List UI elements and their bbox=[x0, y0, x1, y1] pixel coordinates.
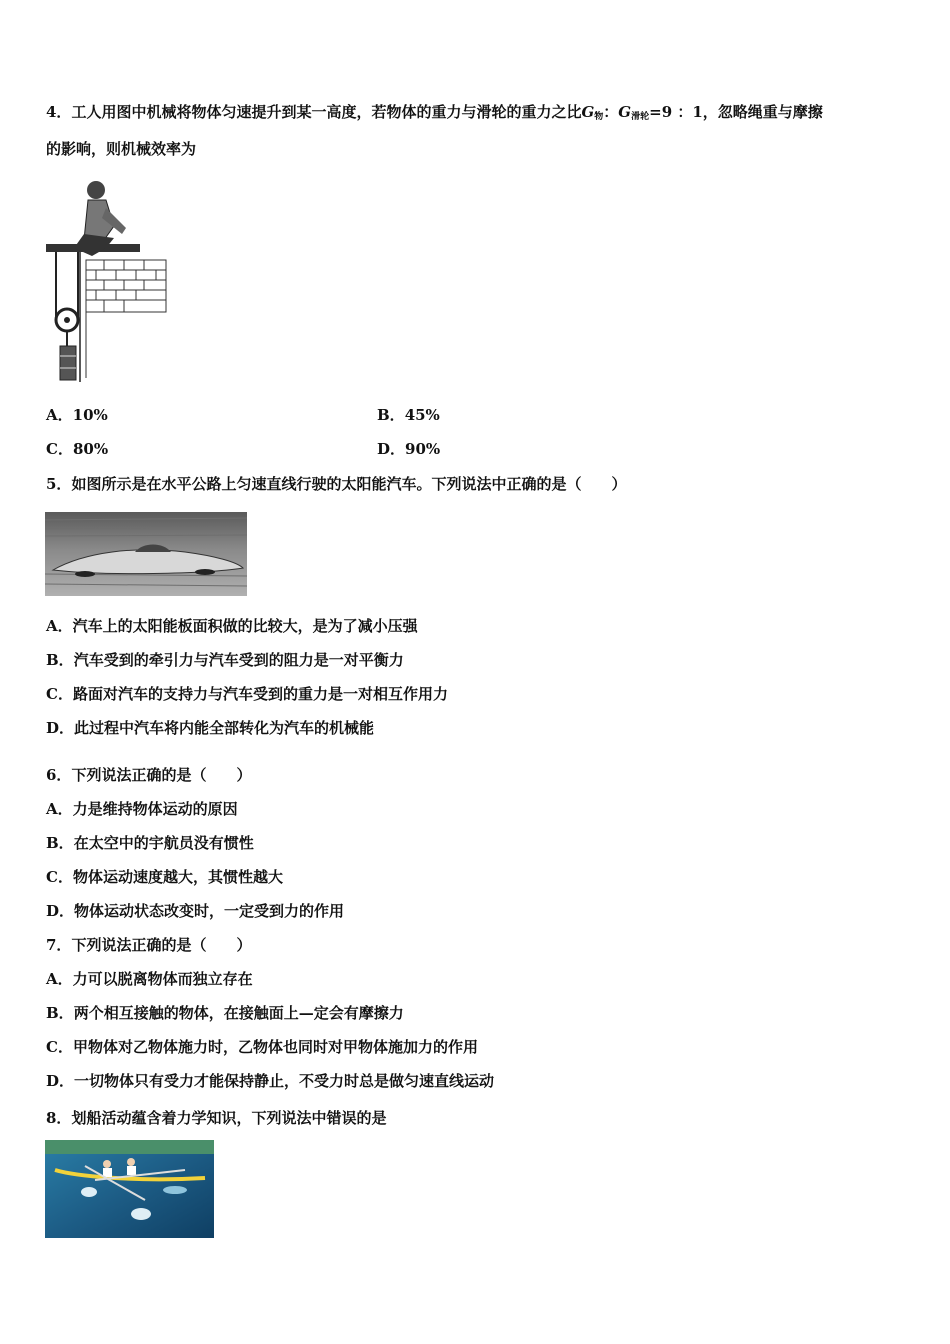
option-4a[interactable] bbox=[46, 405, 108, 425]
option-text: 10% bbox=[72, 406, 108, 424]
option-label: D． bbox=[377, 440, 406, 458]
option-text: 力是维持物体运动的原因 bbox=[72, 800, 238, 818]
option-6b[interactable] bbox=[46, 833, 254, 853]
g-subscript-object: 物 bbox=[594, 112, 604, 122]
option-label: A． bbox=[46, 800, 73, 818]
question-text: 划船活动蕴含着力学知识，下列说法中错误的是 bbox=[71, 1109, 387, 1127]
option-label: C． bbox=[46, 868, 73, 886]
question-number: 6． bbox=[46, 766, 72, 784]
option-text: 物体运动状态改变时，一定受到力的作用 bbox=[74, 902, 345, 920]
option-4b[interactable] bbox=[377, 405, 440, 425]
option-label: C． bbox=[46, 685, 73, 703]
question-number: 8． bbox=[46, 1109, 72, 1127]
option-text: 在太空中的宇航员没有惯性 bbox=[73, 834, 254, 852]
option-6d[interactable] bbox=[46, 901, 344, 921]
option-5c[interactable] bbox=[46, 684, 448, 704]
g-subscript-pulley: 滑轮 bbox=[631, 112, 650, 122]
option-7b[interactable] bbox=[46, 1003, 404, 1023]
option-text: 80% bbox=[72, 440, 109, 458]
question-text: 如图所示是在水平公路上匀速直线行驶的太阳能汽车。下列说法中正确的是（ ） bbox=[71, 475, 627, 493]
question-text: 工人用图中机械将物体匀速提升到某一高度，若物体的重力与滑轮的重力之比 bbox=[71, 103, 582, 121]
option-label: D． bbox=[46, 1072, 75, 1090]
solar-car-photo bbox=[45, 512, 247, 596]
question-5 bbox=[46, 474, 626, 494]
option-label: D． bbox=[46, 719, 75, 737]
question-4-line-2: 的影响，则机械效率为 bbox=[46, 140, 197, 158]
option-label: A． bbox=[46, 406, 73, 424]
option-5a[interactable] bbox=[46, 616, 418, 636]
option-text: 45% bbox=[404, 406, 440, 424]
option-4c[interactable] bbox=[46, 439, 108, 459]
option-6c[interactable] bbox=[46, 867, 283, 887]
option-4d[interactable] bbox=[377, 439, 440, 459]
g-symbol: G bbox=[618, 103, 632, 121]
option-7d[interactable] bbox=[46, 1071, 494, 1091]
option-text: 一切物体只有受力才能保持静止，不受力时总是做匀速直线运动 bbox=[74, 1072, 495, 1090]
question-number: 5． bbox=[46, 475, 72, 493]
option-5d[interactable] bbox=[46, 718, 374, 738]
option-label: C． bbox=[46, 440, 73, 458]
rowing-photo bbox=[45, 1140, 214, 1238]
g-symbol: G bbox=[581, 103, 595, 121]
option-label: B． bbox=[46, 1004, 74, 1022]
option-text: 90% bbox=[405, 440, 441, 458]
option-text: 此过程中汽车将内能全部转化为汽车的机械能 bbox=[74, 719, 375, 737]
question-number: 7． bbox=[46, 936, 72, 954]
option-text: 汽车上的太阳能板面积做的比较大，是为了减小压强 bbox=[72, 617, 418, 635]
question-8 bbox=[46, 1108, 386, 1128]
ratio-colon: ： bbox=[603, 103, 619, 121]
option-text: 路面对汽车的支持力与汽车受到的重力是一对相互作用力 bbox=[72, 685, 448, 703]
question-7 bbox=[46, 935, 251, 955]
option-text: 甲物体对乙物体施力时，乙物体也同时对甲物体施加力的作用 bbox=[72, 1038, 478, 1056]
question-text: 下列说法正确的是（ ） bbox=[71, 936, 252, 954]
option-text: 汽车受到的牵引力与汽车受到的阻力是一对平衡力 bbox=[73, 651, 404, 669]
option-text: 力可以脱离物体而独立存在 bbox=[72, 970, 253, 988]
option-label: C． bbox=[46, 1038, 73, 1056]
option-text: 两个相互接触的物体，在接触面上—定会有摩擦力 bbox=[73, 1004, 404, 1022]
option-5b[interactable] bbox=[46, 650, 404, 670]
option-label: A． bbox=[46, 617, 73, 635]
worker-pulley-figure bbox=[44, 178, 169, 386]
option-7a[interactable] bbox=[46, 969, 253, 989]
ratio-value: =9 ：1，忽略绳重与摩擦 bbox=[649, 103, 823, 121]
option-label: B． bbox=[46, 834, 74, 852]
option-text: 物体运动速度越大，其惯性越大 bbox=[72, 868, 283, 886]
option-label: B． bbox=[46, 651, 74, 669]
option-7c[interactable] bbox=[46, 1037, 478, 1057]
option-label: D． bbox=[46, 902, 75, 920]
question-6 bbox=[46, 765, 251, 785]
question-number: 4． bbox=[46, 103, 72, 121]
option-label: B． bbox=[377, 406, 405, 424]
question-text: 下列说法正确的是（ ） bbox=[71, 766, 252, 784]
option-label: A． bbox=[46, 970, 73, 988]
question-4-line-1 bbox=[46, 102, 823, 127]
option-6a[interactable] bbox=[46, 799, 238, 819]
